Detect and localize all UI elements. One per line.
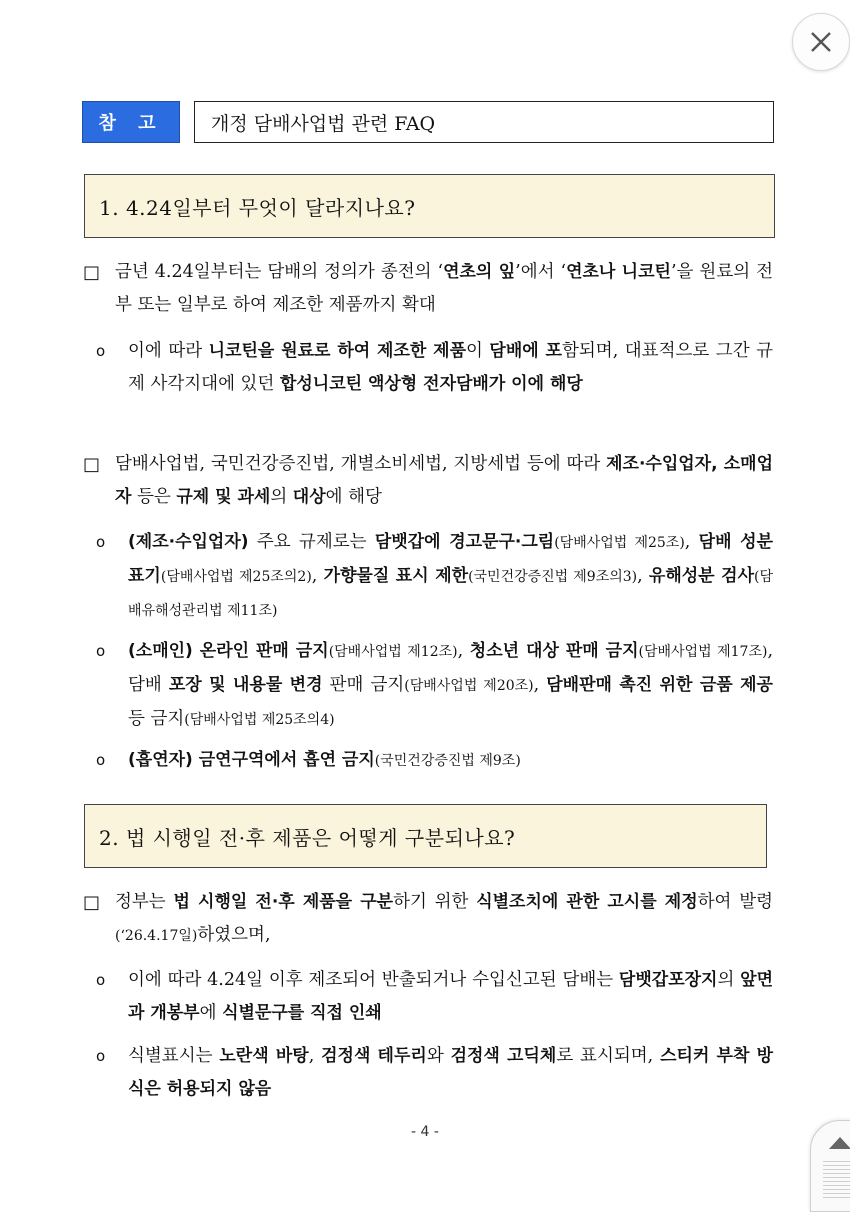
bold-text: 합성니코틴 액상형 전자담배가 이에 해당 [279, 374, 583, 394]
law-citation: (담배사업법 제17조) [638, 644, 768, 660]
close-button[interactable] [792, 13, 850, 71]
bold-text: 노란색 바탕 [219, 1046, 309, 1066]
text: 이에 따라 4.24일 이후 제조되어 반출되거나 수입신고된 담배는 [128, 970, 619, 990]
reference-tag: 참 고 [82, 101, 180, 143]
text: 하여 발령 [697, 892, 774, 912]
q2-sub-paragraph-2 [83, 1040, 773, 1106]
bold-text: 담배 성분 표기 [128, 532, 773, 586]
text: 이 [466, 341, 490, 361]
q1-paragraph-1 [83, 256, 773, 322]
q2-sub-paragraph-1 [83, 964, 773, 1030]
q1-sub-paragraph-1 [83, 335, 773, 401]
question-2-title: 2. 법 시행일 전·후 제품은 어떻게 구분되나요? [99, 825, 516, 850]
text: 에 [199, 1003, 223, 1023]
text: 하였으며, [197, 925, 271, 945]
law-citation: (담배사업법 제20조) [404, 678, 534, 694]
question-2-box [84, 804, 767, 868]
law-citation: (국민건강증진법 제9조) [374, 753, 521, 769]
text: 에 해당 [325, 487, 382, 507]
bold-text: 검정색 고딕체 [450, 1046, 557, 1066]
text: 판매 금지 [322, 675, 405, 695]
bold-text: 유해성분 검사 [648, 566, 754, 586]
law-citation: (담배사업법 제12조) [328, 644, 458, 660]
text: 식별표시는 [128, 1046, 220, 1066]
bold-text: 연초나 니코틴 [566, 262, 671, 282]
bold-text: 담배에 포 [489, 341, 562, 361]
circle-bullet: o [96, 642, 106, 660]
close-icon [808, 29, 834, 55]
text: 함되며, 대표적으로 그간 규제 사각지대에 있던 [128, 341, 774, 394]
bold-text: 스티커 부착 방식은 허용되지 않음 [128, 1046, 774, 1099]
text: ’을 원료의 전부 또는 일부로 하여 제조한 제품까지 확대 [115, 262, 774, 315]
text: ’에서 ‘ [515, 262, 567, 282]
bold-text: 앞면과 개봉부 [128, 970, 774, 1023]
text: 의 [717, 970, 741, 990]
text: 등은 [131, 487, 177, 507]
bold-text: 검정색 테두리 [321, 1046, 427, 1066]
bold-text: 제조·수입업자, 소매업자 [115, 454, 773, 507]
text: 로 표시되며, [556, 1046, 661, 1066]
date-citation: (‘26.4.17일) [115, 928, 198, 944]
text: , [457, 641, 470, 661]
text: , [684, 532, 699, 552]
bold-text: (제조·수입업자) [128, 532, 249, 552]
law-citation: (담배사업법 제25조의2) [160, 569, 312, 585]
text: , [308, 1046, 322, 1066]
text: 하기 위한 [393, 892, 477, 912]
scroll-top-button[interactable] [810, 1120, 850, 1212]
text: 담배사업법, 국민건강증진법, 개별소비세법, 지방세법 등에 따라 [115, 454, 607, 474]
bold-text: (흡연자) 금연구역에서 흡연 금지 [128, 750, 375, 770]
text: , [533, 675, 547, 695]
text: 정부는 [115, 892, 174, 912]
text: 금년 4.24일부터는 담배의 정의가 종전의 ‘ [115, 262, 444, 282]
bold-text: 규제 및 과세 [176, 487, 271, 507]
bold-text: 담배판매 촉진 위한 금품 제공 [546, 675, 773, 695]
law-citation: (담배사업법 제25조) [554, 535, 685, 551]
q1-paragraph-2 [83, 448, 773, 514]
bold-text: 청소년 대상 판매 금지 [469, 641, 639, 661]
law-citation: (담배유해성관리법 제11조) [128, 569, 773, 619]
bold-text: 법 시행일 전·후 제품을 구분 [173, 892, 394, 912]
text: , [311, 566, 324, 586]
bold-text: 식별문구를 직접 인쇄 [222, 1003, 382, 1023]
bold-text: 연초의 잎 [443, 262, 516, 282]
reference-header [82, 101, 774, 143]
bold-text: 대상 [292, 487, 326, 507]
text: 의 [270, 487, 293, 507]
grip-lines [823, 1161, 850, 1201]
circle-bullet: o [96, 342, 106, 360]
circle-bullet: o [96, 751, 106, 769]
question-1-title: 1. 4.24일부터 무엇이 달라지나요? [99, 195, 416, 220]
bold-text: 니코틴을 원료로 하여 제조한 제품 [208, 341, 466, 361]
q1-sub-paragraph-2 [83, 526, 773, 628]
bold-text: 담뱃갑포장지 [618, 970, 718, 990]
circle-bullet: o [96, 533, 106, 551]
text: 등 금지 [128, 709, 185, 729]
page-number: - 4 - [411, 1124, 439, 1140]
question-1-box [84, 174, 775, 238]
square-bullet: □ [83, 454, 101, 475]
bold-text: 가향물질 표시 제한 [323, 566, 469, 586]
square-bullet: □ [83, 262, 101, 283]
bold-text: 식별조치에 관한 고시를 제정 [476, 892, 698, 912]
text: 이에 따라 [128, 341, 209, 361]
square-bullet: □ [83, 892, 101, 913]
reference-title: 개정 담배사업법 관련 FAQ [194, 101, 774, 143]
q1-sub-paragraph-4 [83, 744, 773, 778]
circle-bullet: o [96, 971, 106, 989]
text: 와 [426, 1046, 451, 1066]
bold-text: (소매인) 온라인 판매 금지 [128, 641, 329, 661]
text: , 담배 [128, 641, 774, 695]
bold-text: 포장 및 내용물 변경 [168, 675, 323, 695]
circle-bullet: o [96, 1047, 106, 1065]
scroll-top-icon [829, 1137, 850, 1149]
q1-sub-paragraph-3 [83, 635, 773, 737]
bold-text: 담뱃갑에 경고문구·그림 [374, 532, 555, 552]
text: 주요 규제로는 [248, 532, 375, 552]
q2-paragraph-1 [83, 886, 773, 953]
law-citation: (담배사업법 제25조의4) [184, 712, 335, 728]
law-citation: (국민건강증진법 제9조의3) [468, 569, 638, 585]
text: , [637, 566, 649, 586]
